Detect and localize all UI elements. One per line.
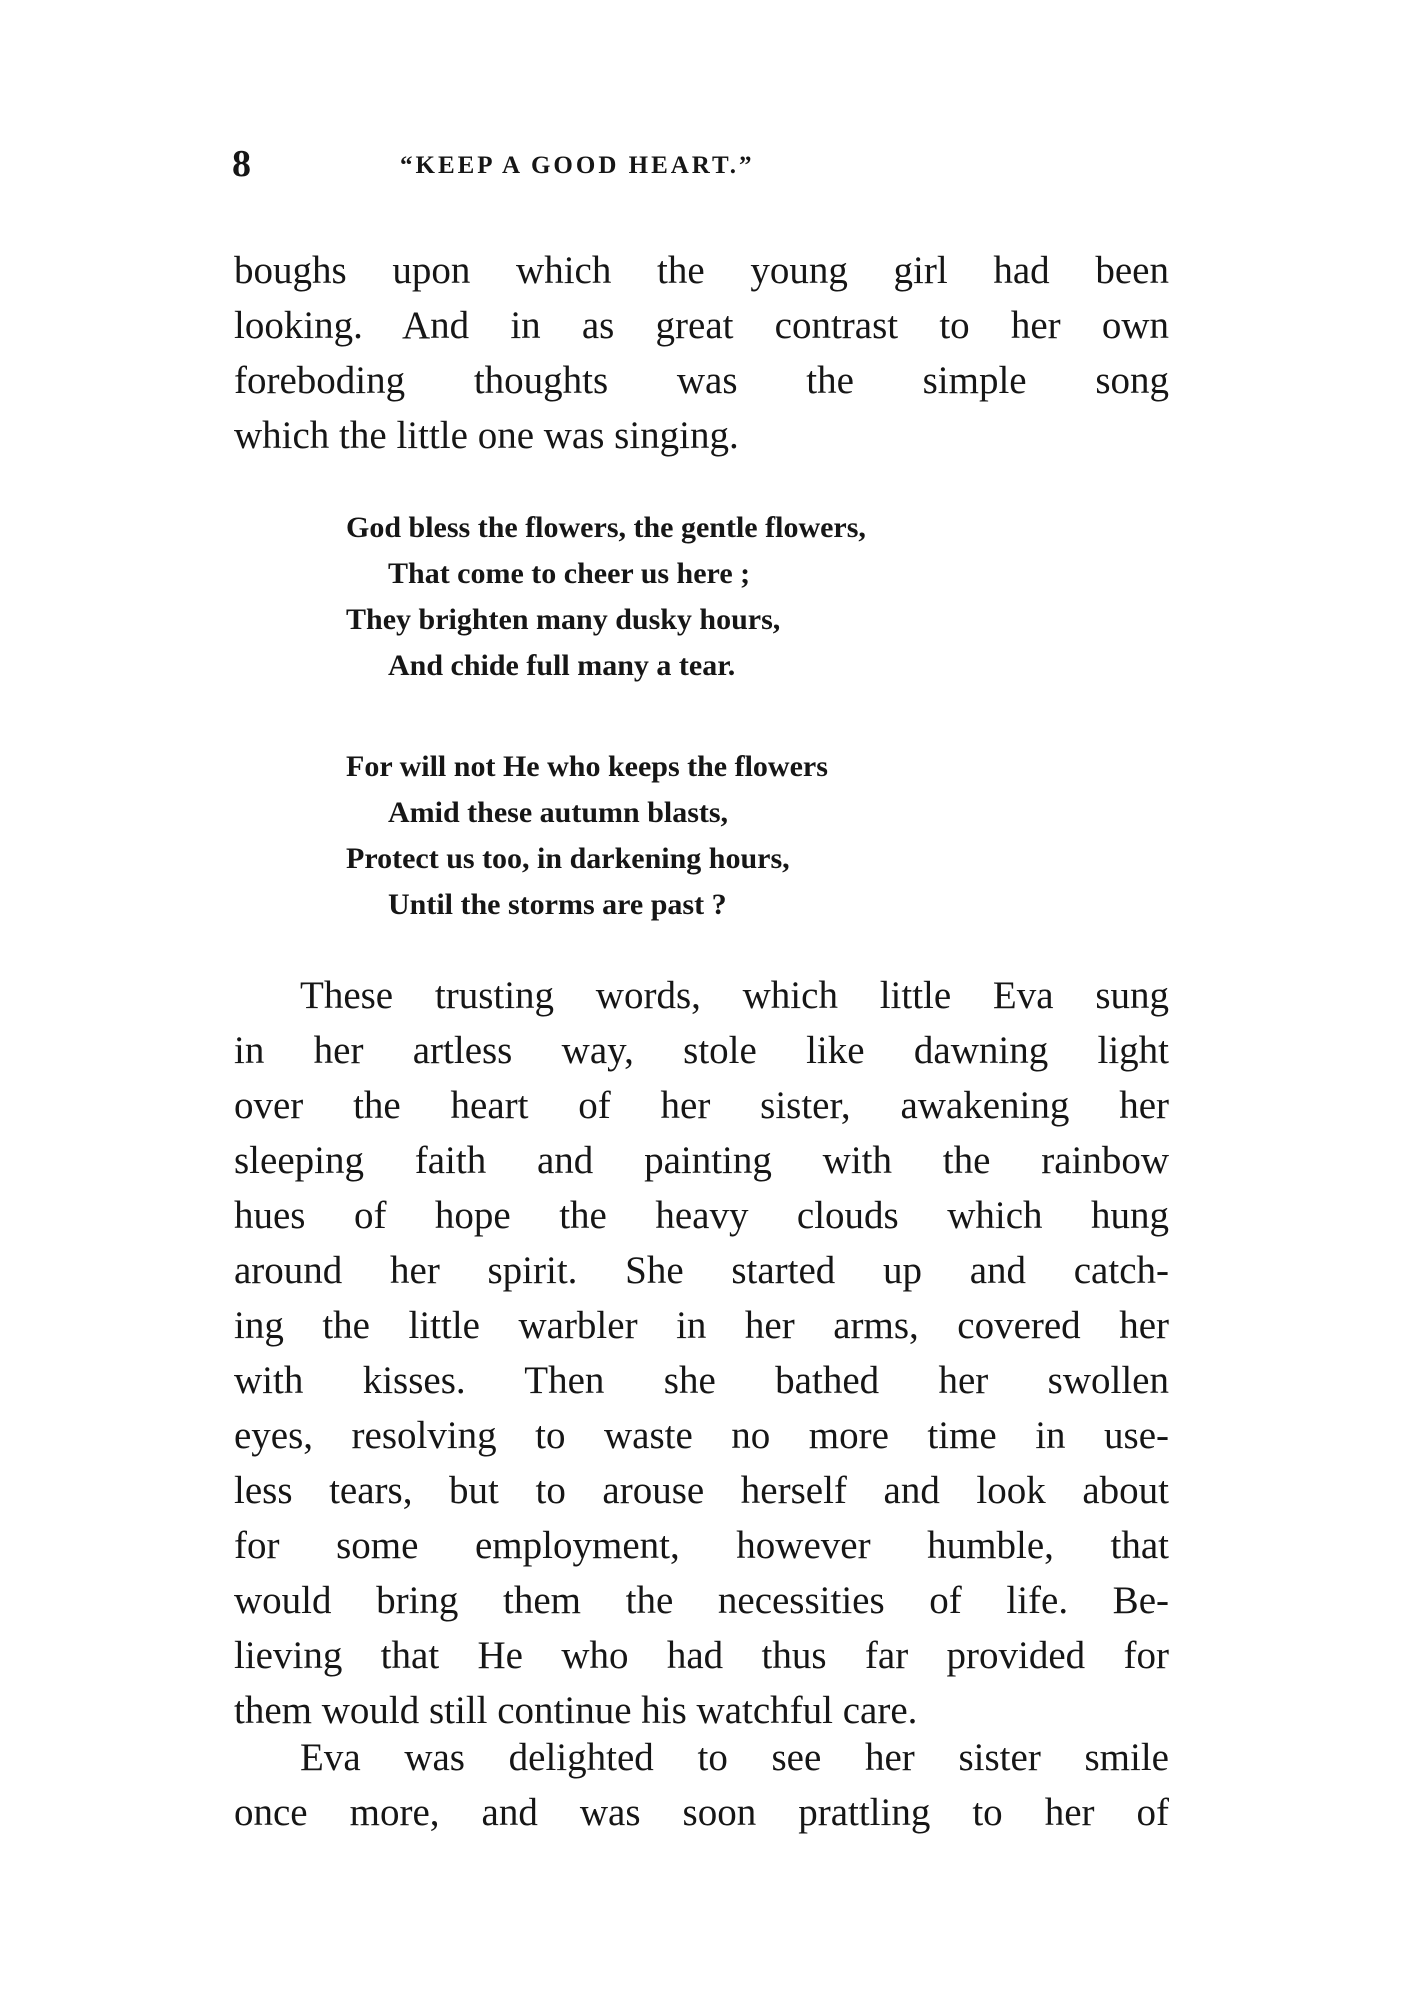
text-line: which the little one was singing. (234, 414, 739, 457)
paragraph (234, 968, 1169, 1738)
text-line: for some employment, however humble, that (234, 1524, 1169, 1567)
text-line: over the heart of her sister, awakening her (234, 1084, 1169, 1127)
text-line: ing the little warbler in her arms, covered her (234, 1304, 1169, 1347)
text-line: boughs upon which the young girl had been (234, 249, 1169, 292)
text-line: them would still continue his watchful care. (234, 1689, 918, 1732)
verse-line: Amid these autumn blasts, (388, 796, 729, 829)
text-line: Eva was delighted to see her sister smile (300, 1736, 1169, 1779)
text-line: sleeping faith and painting with the rainbow (234, 1139, 1169, 1182)
verse-line: And chide full many a tear. (388, 649, 736, 682)
verse-line: They brighten many dusky hours, (346, 603, 781, 636)
text-line: less tears, but to arouse herself and look about (234, 1469, 1169, 1512)
running-title: “KEEP A GOOD HEART.” (400, 152, 755, 179)
verse-line: Protect us too, in darkening hours, (346, 842, 790, 875)
text-line: eyes, resolving to waste no more time in use- (234, 1414, 1169, 1457)
text-line: around her spirit. She started up and catch- (234, 1249, 1169, 1292)
text-line: would bring them the necessities of life. Be- (234, 1579, 1169, 1622)
page-number: 8 (232, 143, 251, 185)
text-line: looking. And in as great contrast to her own (234, 304, 1169, 347)
verse-line: That come to cheer us here ; (388, 557, 751, 590)
text-line: foreboding thoughts was the simple song (234, 359, 1169, 402)
text-line: hues of hope the heavy clouds which hung (234, 1194, 1169, 1237)
poem-stanza-2 (346, 744, 828, 928)
text-line: with kisses. Then she bathed her swollen (234, 1359, 1169, 1402)
text-line: lieving that He who had thus far provided for (234, 1634, 1169, 1677)
verse-line: For will not He who keeps the flowers (346, 750, 828, 783)
verse-line: Until the storms are past ? (388, 888, 727, 921)
running-head (232, 140, 1172, 190)
text-line: once more, and was soon prattling to her of (234, 1791, 1169, 1834)
text-line: in her artless way, stole like dawning light (234, 1029, 1169, 1072)
verse-line: God bless the flowers, the gentle flowers, (346, 511, 866, 544)
paragraph (234, 1730, 1169, 1840)
text-line: These trusting words, which little Eva sung (300, 974, 1169, 1017)
poem-stanza-1 (346, 505, 866, 689)
paragraph-continuation (234, 243, 1169, 463)
